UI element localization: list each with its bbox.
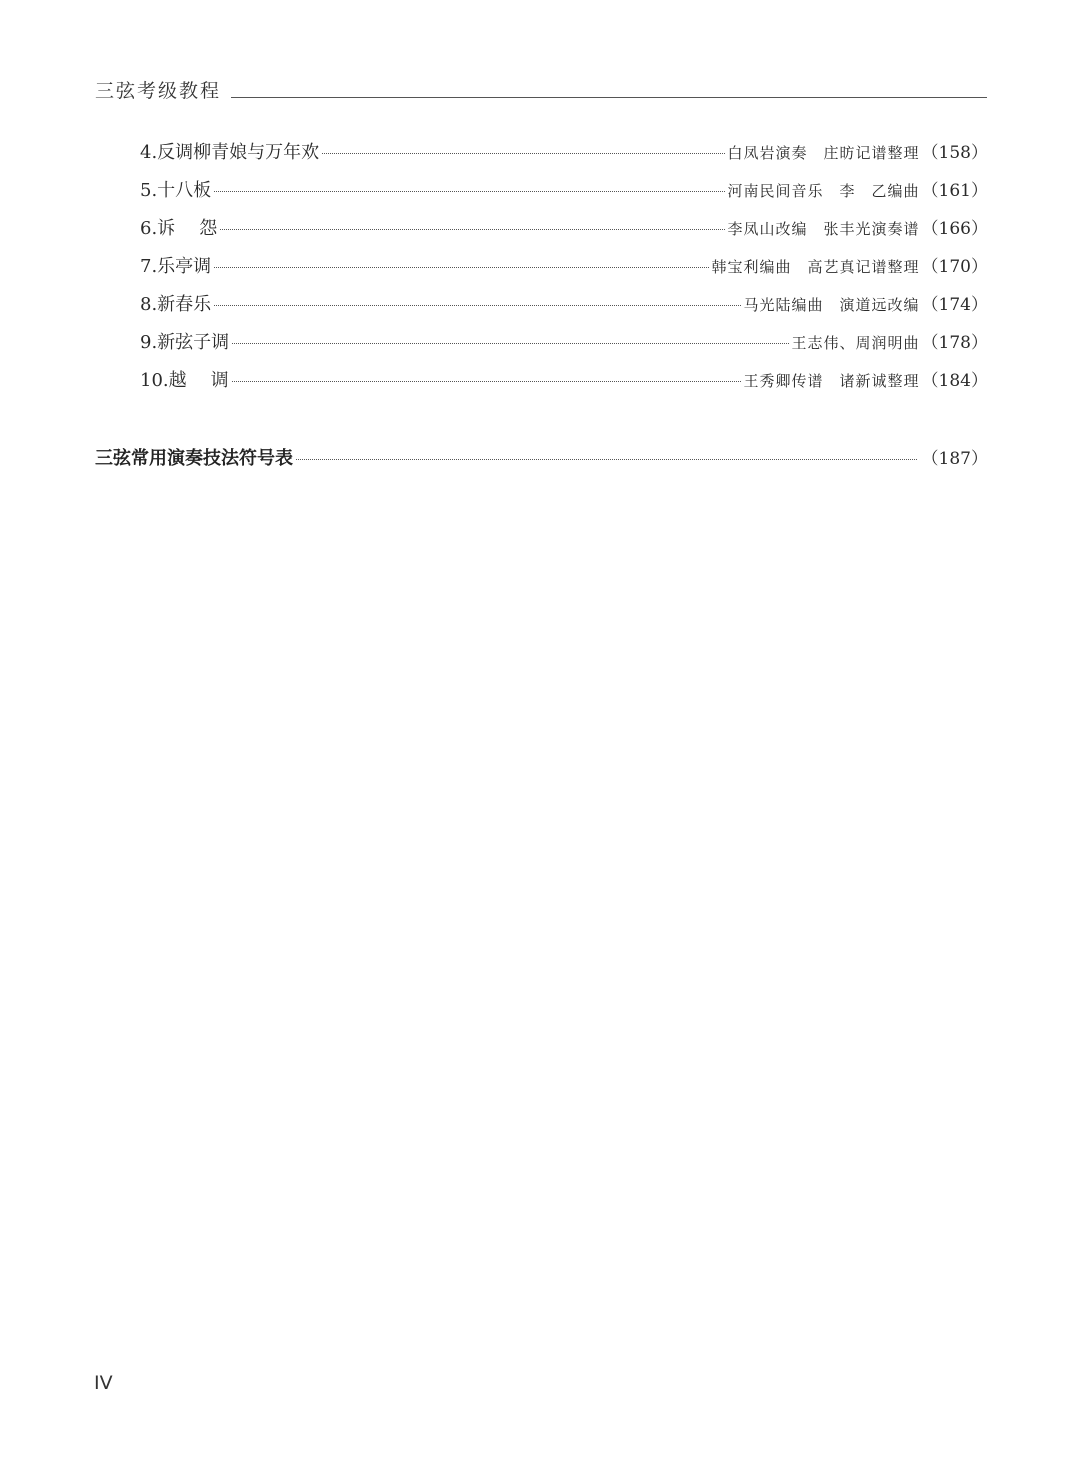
dot-leader: [232, 343, 788, 344]
toc-appendix-entry[interactable]: [95, 444, 988, 470]
dot-leader: [214, 267, 708, 268]
header-rule: [231, 97, 987, 98]
toc-entry-title: 7.乐亭调: [140, 256, 212, 277]
toc-entry-title: 8.新春乐: [140, 294, 212, 315]
toc-entry[interactable]: [140, 328, 988, 366]
appendix-title: 三弦常用演奏技法符号表: [95, 448, 293, 469]
toc-entry[interactable]: [140, 138, 988, 176]
dot-leader: [214, 191, 724, 192]
toc-entry-credit: 马光陆编曲 演道远改编: [743, 296, 920, 314]
toc-entry-title: 9.新弦子调: [140, 332, 230, 353]
toc-entry[interactable]: [140, 176, 988, 214]
toc-entry-credit: 河南民间音乐 李 乙编曲: [727, 182, 920, 200]
toc-entry-page: （161）: [921, 181, 988, 201]
appendix-page: （187）: [921, 449, 988, 469]
toc-entry[interactable]: [140, 366, 988, 404]
toc-entry-page: （170）: [921, 257, 988, 277]
toc-entry[interactable]: [140, 252, 988, 290]
toc-entry-title: 6.诉 怨: [140, 218, 218, 239]
running-header: [95, 78, 987, 102]
dot-leader: [296, 459, 917, 460]
toc-entry-title: 4.反调柳青娘与万年欢: [140, 142, 320, 163]
table-of-contents: [140, 138, 988, 404]
toc-entry-credit: 王秀卿传谱 诸新诚整理: [743, 372, 920, 390]
running-header-title: 三弦考级教程: [95, 80, 222, 102]
toc-entry-title: 5.十八板: [140, 180, 212, 201]
toc-entry-page: （166）: [921, 219, 988, 239]
toc-entry-page: （158）: [921, 143, 988, 163]
toc-entry[interactable]: [140, 290, 988, 328]
page-number: IV: [94, 1372, 113, 1394]
toc-entry-page: （178）: [921, 333, 988, 353]
toc-entry-title: 10.越 调: [140, 370, 229, 391]
toc-entry-page: （184）: [921, 371, 988, 391]
toc-entry[interactable]: [140, 214, 988, 252]
toc-entry-page: （174）: [921, 295, 988, 315]
dot-leader: [322, 153, 724, 154]
toc-entry-credit: 李凤山改编 张丰光演奏谱: [727, 220, 920, 238]
dot-leader: [214, 305, 740, 306]
dot-leader: [232, 381, 741, 382]
dot-leader: [220, 229, 724, 230]
toc-entry-credit: 白凤岩演奏 庄昉记谱整理: [727, 144, 920, 162]
toc-entry-credit: 王志伟、周润明曲: [791, 334, 920, 352]
toc-entry-credit: 韩宝利编曲 高艺真记谱整理: [711, 258, 920, 276]
